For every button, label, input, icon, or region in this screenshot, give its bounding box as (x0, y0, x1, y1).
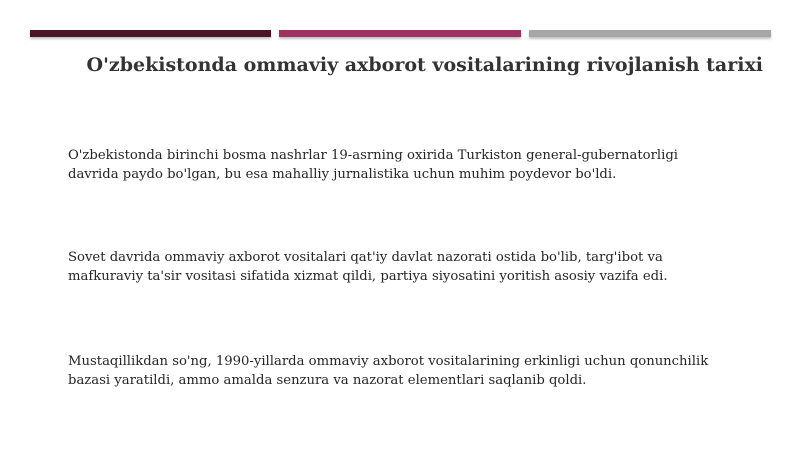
paragraph-2-line-1: Sovet davrida ommaviy axborot vositalari qat'iy davlat nazorati ostida bo'lib, targ'ibot va (68, 250, 663, 265)
paragraph-3-line-1: Mustaqillikdan so'ng, 1990-yillarda ommaviy axborot vositalarining erkinligi uchun qonunchilik (68, 354, 709, 369)
paragraph-1 (68, 146, 768, 184)
paragraph-3 (68, 352, 768, 390)
decorative-bars (30, 30, 771, 37)
paragraph-2-line-2: mafkuraviy ta'sir vositasi sifatida xizmat qildi, partiya siyosatini yoritish asosiy vazifa edi. (68, 269, 668, 284)
accent-bar-dark (30, 30, 271, 37)
slide-title: O'zbekistonda ommaviy axborot vositalarining rivojlanish tarixi (86, 54, 763, 76)
paragraph-1-line-1: O'zbekistonda birinchi bosma nashrlar 19-asrning oxirida Turkiston general-gubernatorligi (68, 148, 678, 163)
paragraph-1-line-2: davrida paydo bo'lgan, bu esa mahalliy jurnalistika uchun muhim poydevor bo'ldi. (68, 167, 617, 182)
accent-bar-gray (529, 30, 771, 37)
accent-bar-magenta (279, 30, 521, 37)
paragraph-3-line-2: bazasi yaratildi, ammo amalda senzura va nazorat elementlari saqlanib qoldi. (68, 373, 587, 388)
paragraph-2 (68, 248, 768, 286)
